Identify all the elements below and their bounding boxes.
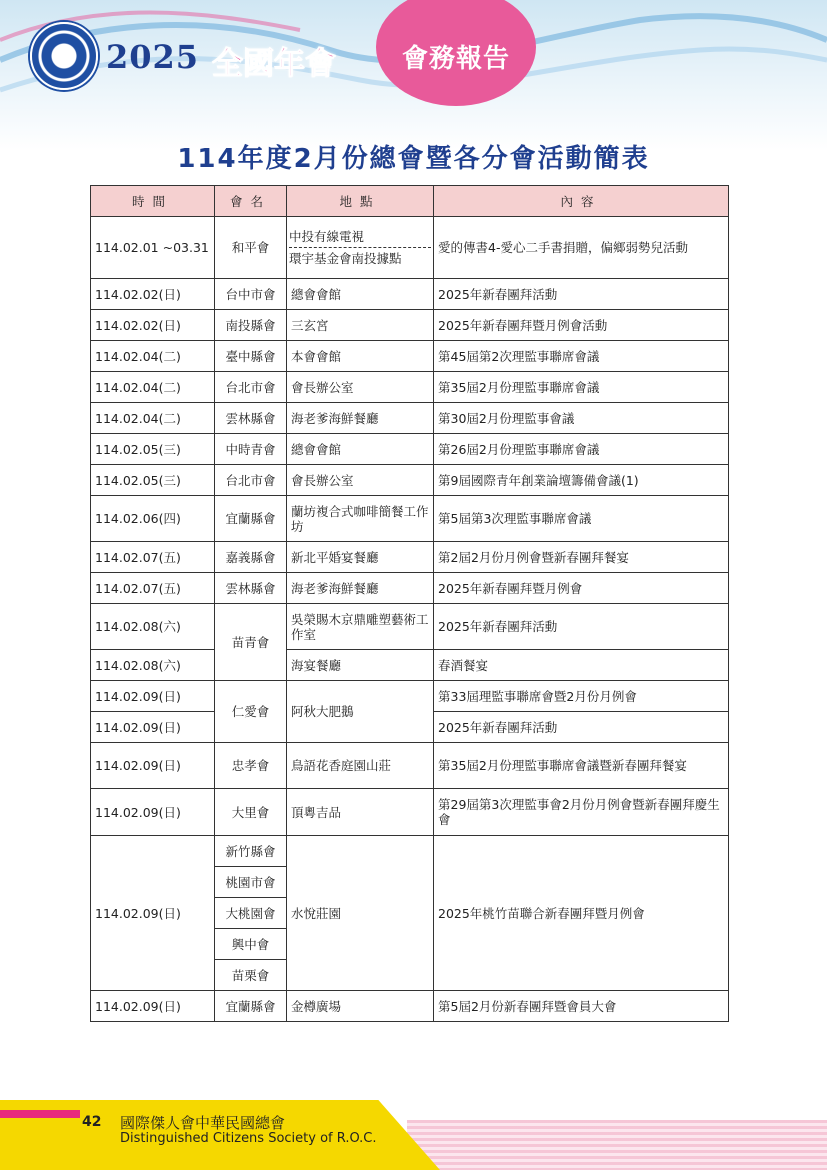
table-row (91, 573, 729, 604)
table-row (91, 991, 729, 1022)
cell-club: 仁愛會 (215, 681, 287, 743)
cell-date: 114.02.07(五) (91, 542, 215, 573)
table-row (91, 310, 729, 341)
header-club: 會名 (215, 186, 287, 217)
cell-location: 總會會館 (287, 434, 434, 465)
table-row (91, 434, 729, 465)
cell-club: 臺中縣會 (215, 341, 287, 372)
cell-location: 海老爹海鮮餐廳 (287, 403, 434, 434)
cell-content: 第5屆第3次理監事聯席會議 (434, 496, 729, 542)
cell-date: 114.02.02(日) (91, 310, 215, 341)
cell-content: 第35屆2月份理監事聯席會議 (434, 372, 729, 403)
header-location: 地點 (287, 186, 434, 217)
cell-club: 台北市會 (215, 465, 287, 496)
cell-club: 苗栗會 (215, 960, 287, 991)
section-badge-label: 會務報告 (401, 44, 510, 74)
cell-date: 114.02.04(二) (91, 372, 215, 403)
table-row (91, 217, 729, 279)
cell-content: 春酒餐宴 (434, 650, 729, 681)
cell-club: 南投縣會 (215, 310, 287, 341)
cell-club: 台中市會 (215, 279, 287, 310)
cell-location: 阿秋大肥鵝 (287, 681, 434, 743)
cell-content: 2025年桃竹苗聯合新春團拜暨月例會 (434, 836, 729, 991)
cell-date: 114.02.09(日) (91, 712, 215, 743)
cell-date: 114.02.09(日) (91, 789, 215, 836)
cell-location: 水悅莊園 (287, 836, 434, 991)
cell-date: 114.02.09(日) (91, 743, 215, 789)
cell-content: 第26屆2月份理監事聯席會議 (434, 434, 729, 465)
header-year: 2025 (106, 38, 200, 76)
cell-club: 台北市會 (215, 372, 287, 403)
table-row (91, 372, 729, 403)
table-row (91, 743, 729, 789)
cell-location: 會長辦公室 (287, 465, 434, 496)
cell-content: 2025年新春團拜活動 (434, 604, 729, 650)
cell-content: 第2屆2月份月例會暨新春團拜餐宴 (434, 542, 729, 573)
cell-club: 宜蘭縣會 (215, 496, 287, 542)
organization-name-chinese: 國際傑人會中華民國總會 (120, 1114, 286, 1132)
cell-location: 頂粵吉品 (287, 789, 434, 836)
page-title: 114年度2月份總會暨各分會活動簡表 (177, 144, 650, 174)
table-header-row (91, 186, 729, 217)
cell-content: 第9屆國際青年創業論壇籌備會議(1) (434, 465, 729, 496)
header-date: 時間 (91, 186, 215, 217)
cell-club: 嘉義縣會 (215, 542, 287, 573)
cell-club: 雲林縣會 (215, 403, 287, 434)
cell-content: 第30屆2月份理監事會議 (434, 403, 729, 434)
cell-club: 中時青會 (215, 434, 287, 465)
cell-location (287, 217, 434, 279)
cell-club: 雲林縣會 (215, 573, 287, 604)
table-row (91, 279, 729, 310)
header-conference: 全國年會 (212, 46, 336, 82)
cell-date: 114.02.06(四) (91, 496, 215, 542)
cell-date: 114.02.08(六) (91, 650, 215, 681)
cell-date: 114.02.01 ~03.31 (91, 217, 215, 279)
table-row (91, 403, 729, 434)
cell-content: 第33屆理監事聯席會暨2月份月例會 (434, 681, 729, 712)
page-number: 42 (82, 1114, 102, 1130)
cell-club: 苗青會 (215, 604, 287, 681)
cell-content: 2025年新春團拜活動 (434, 712, 729, 743)
cell-date: 114.02.09(日) (91, 836, 215, 991)
location-primary: 中投有線電視 (289, 225, 431, 248)
table-row (91, 836, 729, 867)
location-secondary: 環宇基金會南投據點 (289, 251, 402, 266)
cell-date: 114.02.09(日) (91, 681, 215, 712)
table-row (91, 604, 729, 650)
cell-date: 114.02.05(三) (91, 465, 215, 496)
footer-pink-bar (0, 1110, 80, 1118)
cell-club: 宜蘭縣會 (215, 991, 287, 1022)
table-row (91, 341, 729, 372)
cell-content: 2025年新春團拜活動 (434, 279, 729, 310)
cell-date: 114.02.09(日) (91, 991, 215, 1022)
cell-location: 會長辦公室 (287, 372, 434, 403)
cell-club: 忠孝會 (215, 743, 287, 789)
cell-location: 鳥語花香庭園山莊 (287, 743, 434, 789)
table-row (91, 789, 729, 836)
cell-content: 2025年新春團拜暨月例會 (434, 573, 729, 604)
cell-club: 大桃園會 (215, 898, 287, 929)
cell-location: 金樽廣場 (287, 991, 434, 1022)
society-logo (30, 22, 98, 90)
cell-location: 新北平婚宴餐廳 (287, 542, 434, 573)
table-row (91, 650, 729, 681)
cell-location: 吳榮賜木京鼎雕塑藝術工作室 (287, 604, 434, 650)
cell-location: 海宴餐廳 (287, 650, 434, 681)
cell-content: 2025年新春團拜暨月例會活動 (434, 310, 729, 341)
table-row (91, 465, 729, 496)
cell-location: 總會會館 (287, 279, 434, 310)
cell-date: 114.02.05(三) (91, 434, 215, 465)
cell-club: 新竹縣會 (215, 836, 287, 867)
table-row (91, 681, 729, 712)
cell-content: 第5屆2月份新春團拜暨會員大會 (434, 991, 729, 1022)
cell-date: 114.02.04(二) (91, 341, 215, 372)
cell-club: 興中會 (215, 929, 287, 960)
cell-club: 大里會 (215, 789, 287, 836)
cell-date: 114.02.08(六) (91, 604, 215, 650)
organization-name-english: Distinguished Citizens Society of R.O.C. (120, 1131, 377, 1146)
cell-date: 114.02.04(二) (91, 403, 215, 434)
footer-stripe-decoration (407, 1120, 827, 1170)
cell-date: 114.02.07(五) (91, 573, 215, 604)
header-content: 內容 (434, 186, 729, 217)
table-row (91, 496, 729, 542)
cell-content: 第29屆第3次理監事會2月份月例會暨新春團拜慶生會 (434, 789, 729, 836)
cell-content: 第35屆2月份理監事聯席會議暨新春團拜餐宴 (434, 743, 729, 789)
cell-location: 本會會館 (287, 341, 434, 372)
cell-content: 第45屆第2次理監事聯席會議 (434, 341, 729, 372)
cell-location: 蘭坊複合式咖啡簡餐工作坊 (287, 496, 434, 542)
cell-club: 和平會 (215, 217, 287, 279)
cell-club: 桃園市會 (215, 867, 287, 898)
cell-location: 三玄宮 (287, 310, 434, 341)
activity-table (90, 185, 729, 1022)
cell-date: 114.02.02(日) (91, 279, 215, 310)
table-row (91, 542, 729, 573)
cell-content: 愛的傳書4-愛心二手書捐贈，偏鄉弱勢兒活動 (434, 217, 729, 279)
cell-location: 海老爹海鮮餐廳 (287, 573, 434, 604)
